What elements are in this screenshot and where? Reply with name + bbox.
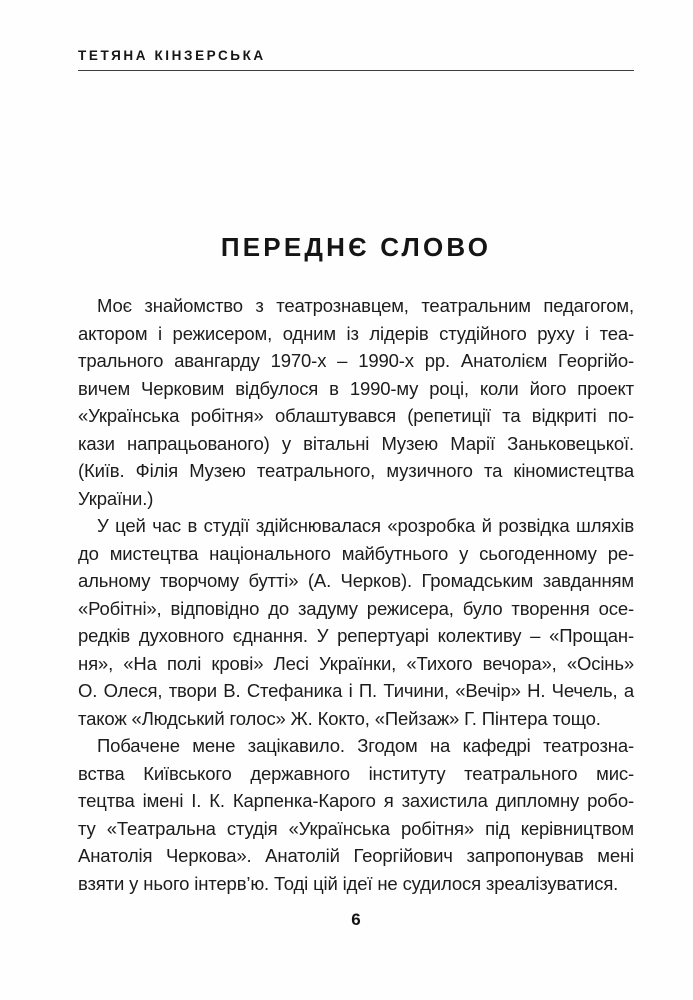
text-line: (Київ. Філія Музею театрального, музичного та кіномистецтва [78,460,634,481]
text-line: ту «Театральна студія «Українська робітня» під керівництвом [78,817,634,839]
page-number: 6 [351,910,361,929]
text-line: актором і режисером, одним із лідерів студійного руху і теа- [78,322,634,344]
text-line: редків духовного єднання. У репертуарі колективу – «Прощан- [78,625,634,646]
author-name: ТЕТЯНА КІНЗЕРСЬКА [78,48,266,63]
body-text [78,292,634,897]
paragraph [78,732,634,897]
running-header [78,48,266,63]
text-line: взяти у нього інтерв’ю. Тоді цій ідеї не судилося зреалізуватися. [78,872,619,894]
text-line: трального авангарду 1970-х – 1990-х рр. Анатолієм Георгійо- [78,350,634,371]
text-line: ня», «На полі крові» Лесі Українки, «Тихого вечора», «Осінь» [78,652,634,674]
text-line: У цей час в студії здійснювалася «розробка й розвідка шляхів [97,515,634,536]
text-line: вичем Черковим відбулося в 1990-му році, коли його проект [78,377,634,399]
paragraph [78,292,634,512]
chapter-title: ПЕРЕДНЄ СЛОВО [220,232,492,262]
text-line: альному творчому бутті» (А. Черков). Громадським завданням [78,570,634,591]
text-line: вства Київського державного інституту театрального мис- [78,762,634,784]
paragraph [78,512,634,732]
text-line: Анатолія Черкова». Анатолій Георгійович запропонував мені [78,845,634,866]
text-line: кази напрацьованого) у вітальні Музею Марії Заньковецької. [78,432,634,454]
text-line: «Українська робітня» облаштувався (репетиції та відкриті по- [78,405,634,426]
text-line: Моє знайомство з театрознавцем, театральним педагогом, [97,295,634,316]
text-line: Побачене мене зацікавило. Згодом на кафедрі театрозна- [97,735,634,756]
text-line: України.) [78,487,154,509]
text-line: тецтва імені І. К. Карпенка-Карого я захистила дипломну робо- [78,790,634,811]
header-rule [78,70,634,71]
text-line: до мистецтва національного майбутнього у сьогоденному ре- [78,542,634,564]
text-line: О. Олеся, твори В. Стефаника і П. Тичини, «Вечір» Н. Чечель, а [78,680,634,701]
text-line: «Робітні», відповідно до задуму режисера, було творення осе- [78,597,634,619]
text-line: також «Людський голос» Ж. Кокто, «Пейзаж» Г. Пінтера тощо. [78,707,601,729]
